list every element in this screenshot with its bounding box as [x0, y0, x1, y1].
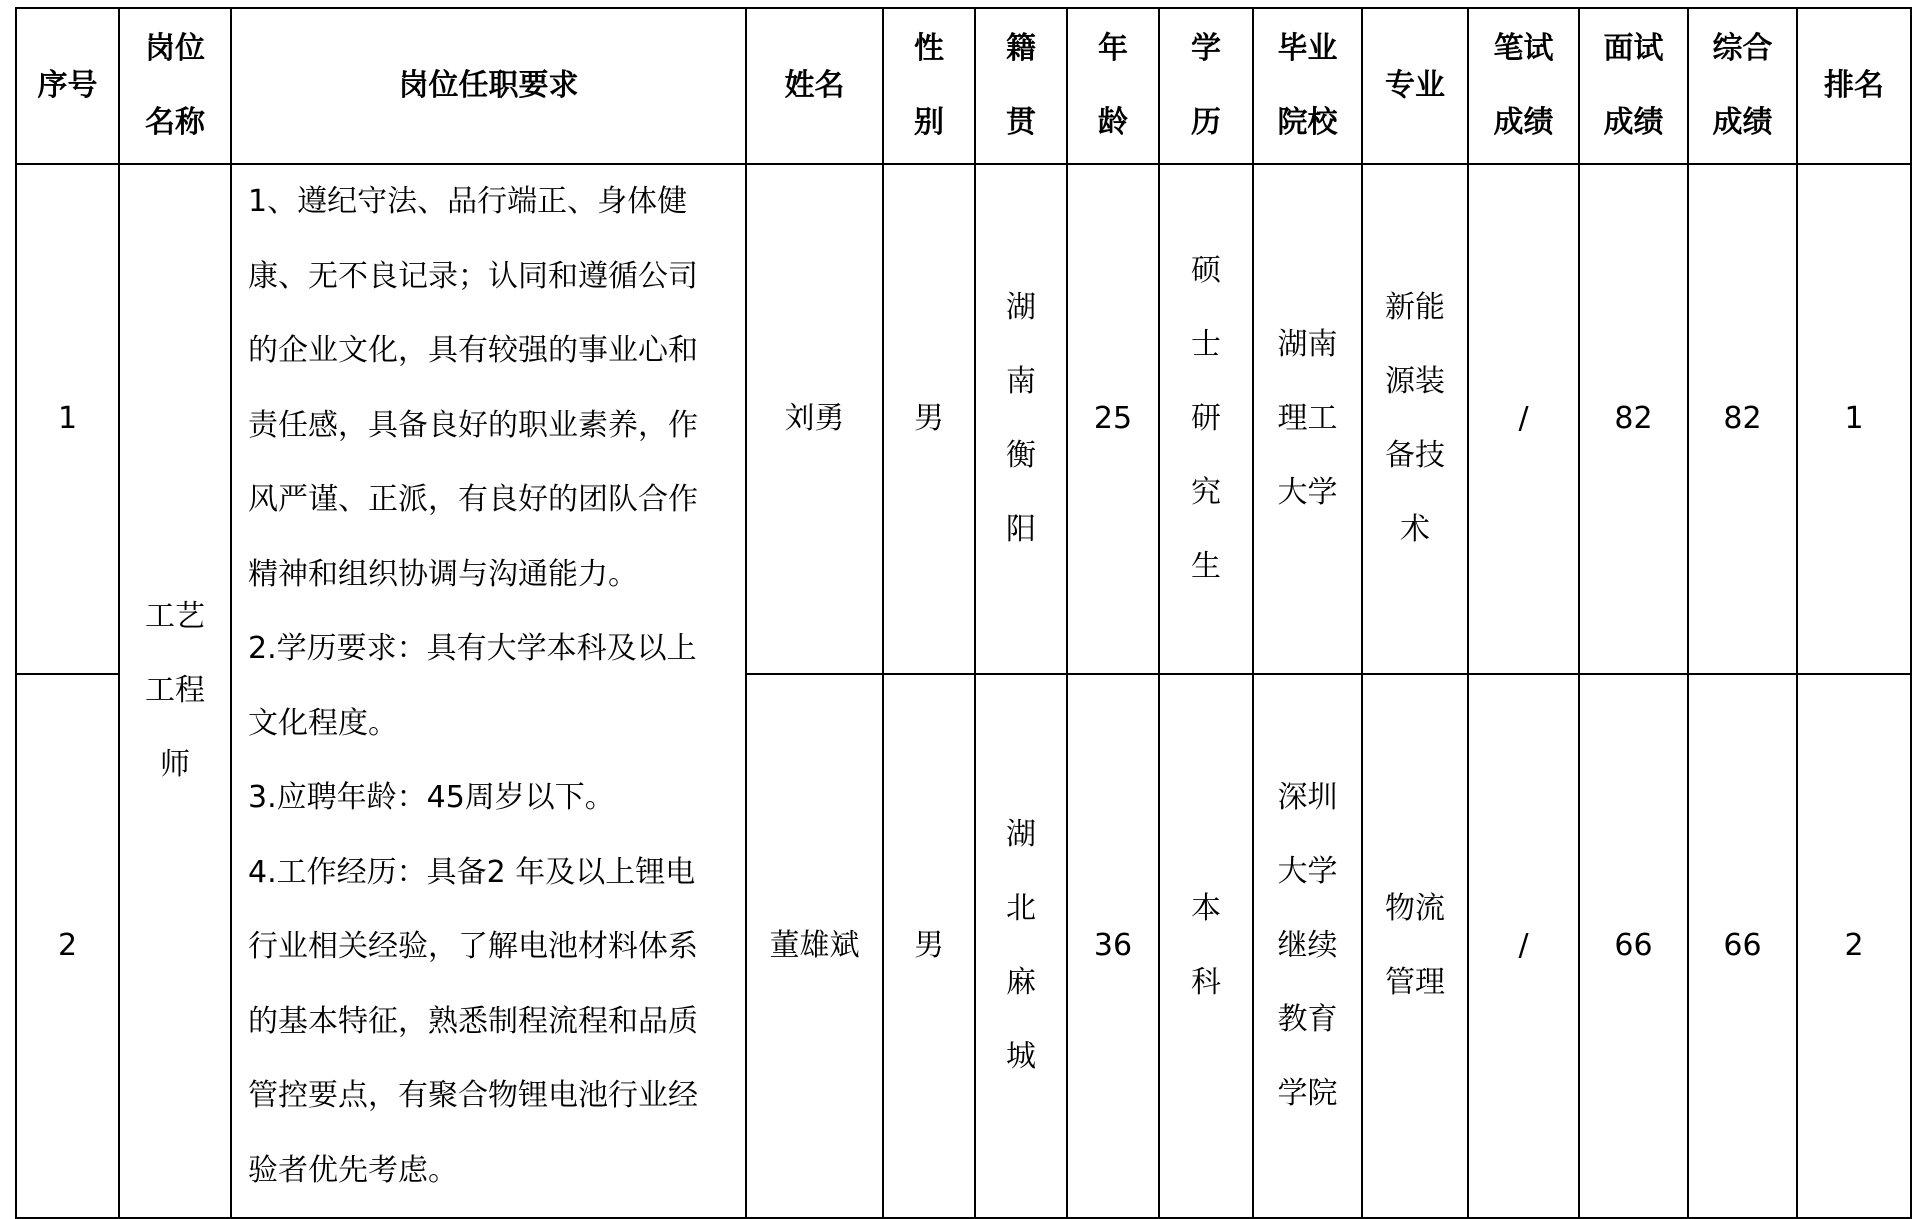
requirement-line: 管控要点，有聚合物锂电池行业经: [248, 1078, 698, 1113]
cell-seq: 2: [16, 674, 119, 1218]
header-post-name-line: 岗位: [145, 31, 205, 66]
requirement-line: 的基本特征，熟悉制程流程和品质: [248, 1003, 698, 1039]
school-line: 继续: [1277, 928, 1338, 963]
cell-total-score: 66: [1688, 674, 1797, 1218]
cell-written-score: /: [1468, 674, 1579, 1218]
native-place-line: 衡: [1006, 438, 1036, 473]
cell-name: 董雄斌: [746, 674, 883, 1218]
cell-name: 刘勇: [746, 164, 883, 674]
native-place-line: 阳: [1006, 512, 1036, 547]
header-post-name-line: 名称: [145, 105, 205, 140]
header-age-line: 年: [1098, 31, 1128, 66]
header-written-score-line: 成绩: [1493, 105, 1554, 140]
cell-native-place: [975, 164, 1067, 674]
cell-written-score: /: [1468, 164, 1579, 674]
requirement-line: 1、遵纪守法、品行端正、身体健: [248, 184, 688, 219]
school-line: 大学: [1277, 854, 1338, 889]
header-written-score: [1468, 8, 1579, 164]
requirement-line: 3.应聘年龄：45周岁以下。: [248, 780, 615, 815]
recruitment-results-table: [15, 7, 1912, 1219]
header-age-line: 龄: [1098, 105, 1128, 140]
header-interview-score-line: 成绩: [1603, 105, 1664, 140]
major-line: 备技: [1385, 438, 1445, 473]
school-line: 理工: [1277, 401, 1338, 436]
native-place-line: 湖: [1006, 290, 1036, 325]
cell-native-place: [975, 674, 1067, 1218]
header-total-score-line: 综合: [1712, 31, 1773, 66]
header-interview-score: [1579, 8, 1688, 164]
header-post-name: [119, 8, 231, 164]
header-school-line: 毕业: [1277, 31, 1338, 66]
requirement-line: 的企业文化，具有较强的事业心和: [248, 333, 698, 368]
header-education-line: 历: [1191, 105, 1221, 140]
header-written-score-line: 笔试: [1493, 31, 1554, 66]
header-education: [1159, 8, 1253, 164]
header-seq: 序号: [16, 8, 119, 164]
cell-education: [1159, 674, 1253, 1218]
header-requirements: 岗位任职要求: [231, 8, 746, 164]
major-line: 术: [1400, 512, 1430, 547]
cell-seq: 1: [16, 164, 119, 674]
native-place-line: 南: [1006, 364, 1036, 399]
cell-gender: 男: [883, 164, 975, 674]
cell-age: 36: [1067, 674, 1159, 1218]
header-total-score-line: 成绩: [1712, 105, 1773, 140]
major-line: 物流: [1385, 891, 1445, 926]
requirement-line: 2.学历要求：具有大学本科及以上: [248, 631, 697, 666]
header-gender-line: 性: [914, 31, 944, 66]
header-interview-score-line: 面试: [1603, 31, 1664, 66]
header-name: 姓名: [746, 8, 883, 164]
school-line: 深圳: [1277, 780, 1338, 815]
cell-rank: 2: [1797, 674, 1911, 1218]
requirement-line: 康、无不良记录；认同和遵循公司: [248, 258, 698, 294]
header-native-place-line: 贯: [1006, 105, 1036, 140]
requirement-line: 验者优先考虑。: [248, 1152, 458, 1188]
education-line: 士: [1191, 327, 1221, 362]
education-line: 本: [1191, 891, 1221, 926]
cell-age: 25: [1067, 164, 1159, 674]
table-row: [16, 164, 1911, 674]
major-line: 源装: [1385, 364, 1445, 399]
major-line: 新能: [1385, 290, 1445, 325]
school-line: 湖南: [1277, 327, 1338, 362]
major-line: 管理: [1385, 965, 1445, 1000]
header-education-line: 学: [1191, 31, 1221, 66]
post-name-line: 工程: [145, 673, 205, 708]
education-line: 硕: [1191, 253, 1221, 288]
cell-school: [1253, 674, 1362, 1218]
cell-gender: 男: [883, 674, 975, 1218]
header-row: [16, 8, 1911, 164]
cell-interview-score: 66: [1579, 674, 1688, 1218]
cell-education: [1159, 164, 1253, 674]
requirement-line: 风严谨、正派，有良好的团队合作: [248, 482, 698, 517]
education-line: 究: [1191, 475, 1221, 510]
cell-rank: 1: [1797, 164, 1911, 674]
school-line: 大学: [1277, 475, 1338, 510]
cell-major: [1362, 674, 1468, 1218]
cell-interview-score: 82: [1579, 164, 1688, 674]
native-place-line: 城: [1006, 1039, 1036, 1074]
requirement-line: 精神和组织协调与沟通能力。: [248, 556, 638, 592]
native-place-line: 湖: [1006, 817, 1036, 852]
requirement-line: 行业相关经验，了解电池材料体系: [248, 929, 698, 964]
education-line: 研: [1191, 401, 1221, 436]
school-line: 学院: [1277, 1076, 1338, 1111]
header-native-place-line: 籍: [1006, 31, 1036, 66]
cell-major: [1362, 164, 1468, 674]
requirement-line: 文化程度。: [248, 705, 398, 741]
education-line: 生: [1191, 549, 1221, 584]
cell-post-name: [119, 164, 231, 1218]
education-line: 科: [1191, 965, 1221, 1000]
post-name-line: 师: [160, 747, 190, 782]
header-major: 专业: [1362, 8, 1468, 164]
native-place-line: 北: [1006, 891, 1036, 926]
header-school: [1253, 8, 1362, 164]
header-gender-line: 别: [914, 105, 944, 140]
school-line: 教育: [1277, 1002, 1338, 1037]
post-name-line: 工艺: [145, 599, 205, 634]
requirement-line: 4.工作经历：具备2 年及以上锂电: [248, 854, 696, 890]
header-native-place: [975, 8, 1067, 164]
cell-requirements: [231, 164, 746, 1218]
header-total-score: [1688, 8, 1797, 164]
header-school-line: 院校: [1277, 105, 1338, 140]
header-age: [1067, 8, 1159, 164]
native-place-line: 麻: [1006, 965, 1036, 1000]
header-rank: 排名: [1797, 8, 1911, 164]
header-gender: [883, 8, 975, 164]
cell-school: [1253, 164, 1362, 674]
requirement-line: 责任感，具备良好的职业素养，作: [248, 407, 698, 443]
cell-total-score: 82: [1688, 164, 1797, 674]
